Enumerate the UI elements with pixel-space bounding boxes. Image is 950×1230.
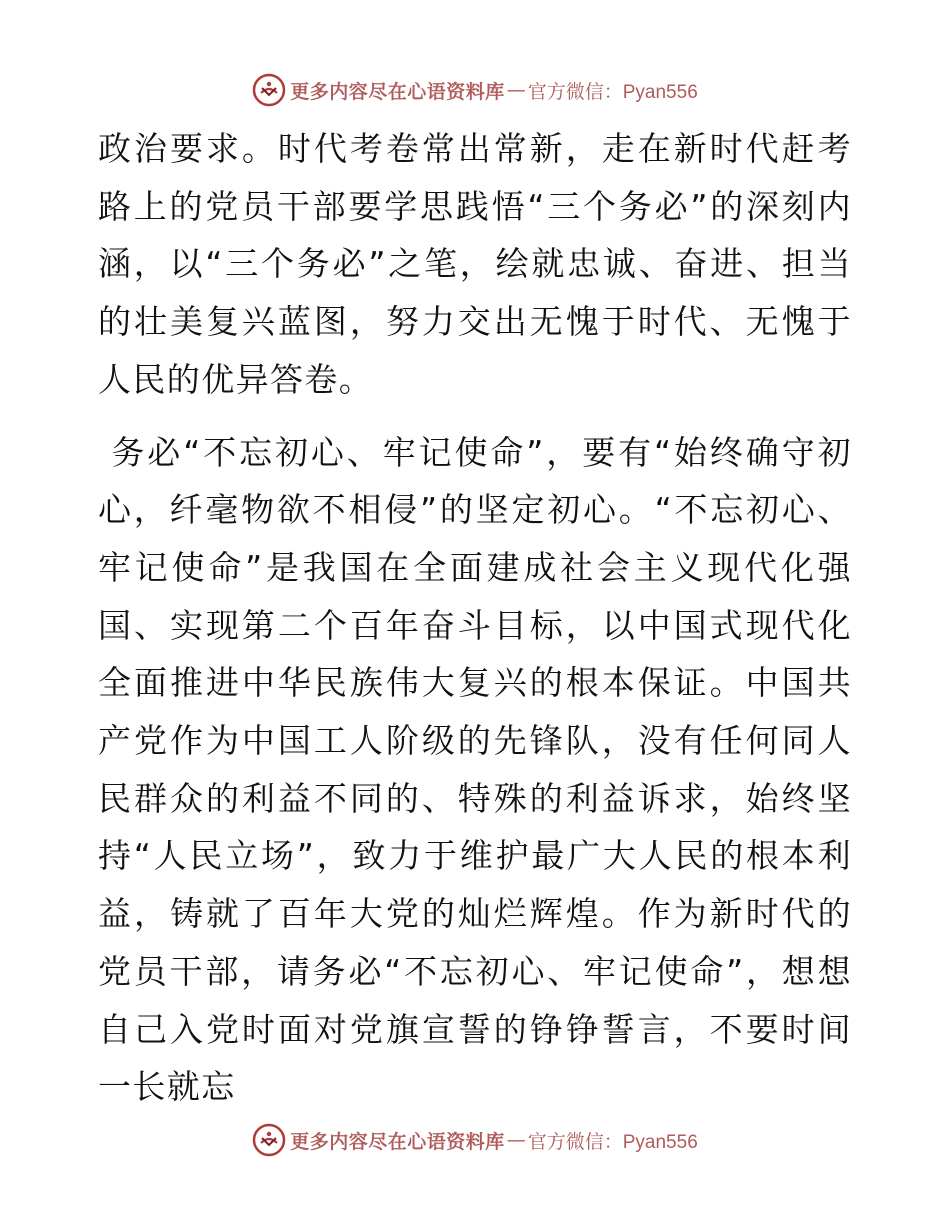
- header-banner-account: 官方微信：Pyan556: [527, 81, 698, 103]
- footer-banner: [0, 1120, 950, 1160]
- footer-banner-text: 更多内容尽在心语资料库: [290, 1130, 505, 1153]
- book-logo-icon: [252, 1123, 286, 1157]
- book-logo-icon: [252, 73, 286, 107]
- footer-banner-account: 官方微信：Pyan556: [527, 1131, 698, 1153]
- footer-banner-separator: —: [506, 1129, 526, 1151]
- header-banner-text: 更多内容尽在心语资料库: [290, 80, 505, 103]
- header-banner: [0, 70, 950, 110]
- paragraph: 政治要求。时代考卷常出常新，走在新时代赶考路上的党员干部要学思践悟“三个务必”的深刻内涵，以“三个务必”之笔，绘就忠诚、奋进、担当的壮美复兴蓝图，努力交出无愧于时代、无愧于人民的优异答卷。: [98, 129, 852, 399]
- paragraph: 务必“不忘初心、牢记使命”，要有“始终确守初心，纤毫物欲不相侵”的坚定初心。“不忘初心、牢记使命”是我国在全面建成社会主义现代化强国、实现第二个百年奋斗目标，以中国式现代化全面推进中华民族伟大复兴的根本保证。中国共产党作为中国工人阶级的先锋队，没有任何同人民群众的利益不同的、特殊的利益诉求，始终坚持“人民立场”，致力于维护最广大人民的根本利益，铸就了百年大党的灿烂辉煌。作为新时代的党员干部，请务必“不忘初心、牢记使命”，想想自己入党时面对党旗宣誓的铮铮誓言，不要时间一长就忘: [98, 432, 852, 1107]
- document-body: [98, 120, 852, 1116]
- header-banner-separator: —: [506, 79, 526, 101]
